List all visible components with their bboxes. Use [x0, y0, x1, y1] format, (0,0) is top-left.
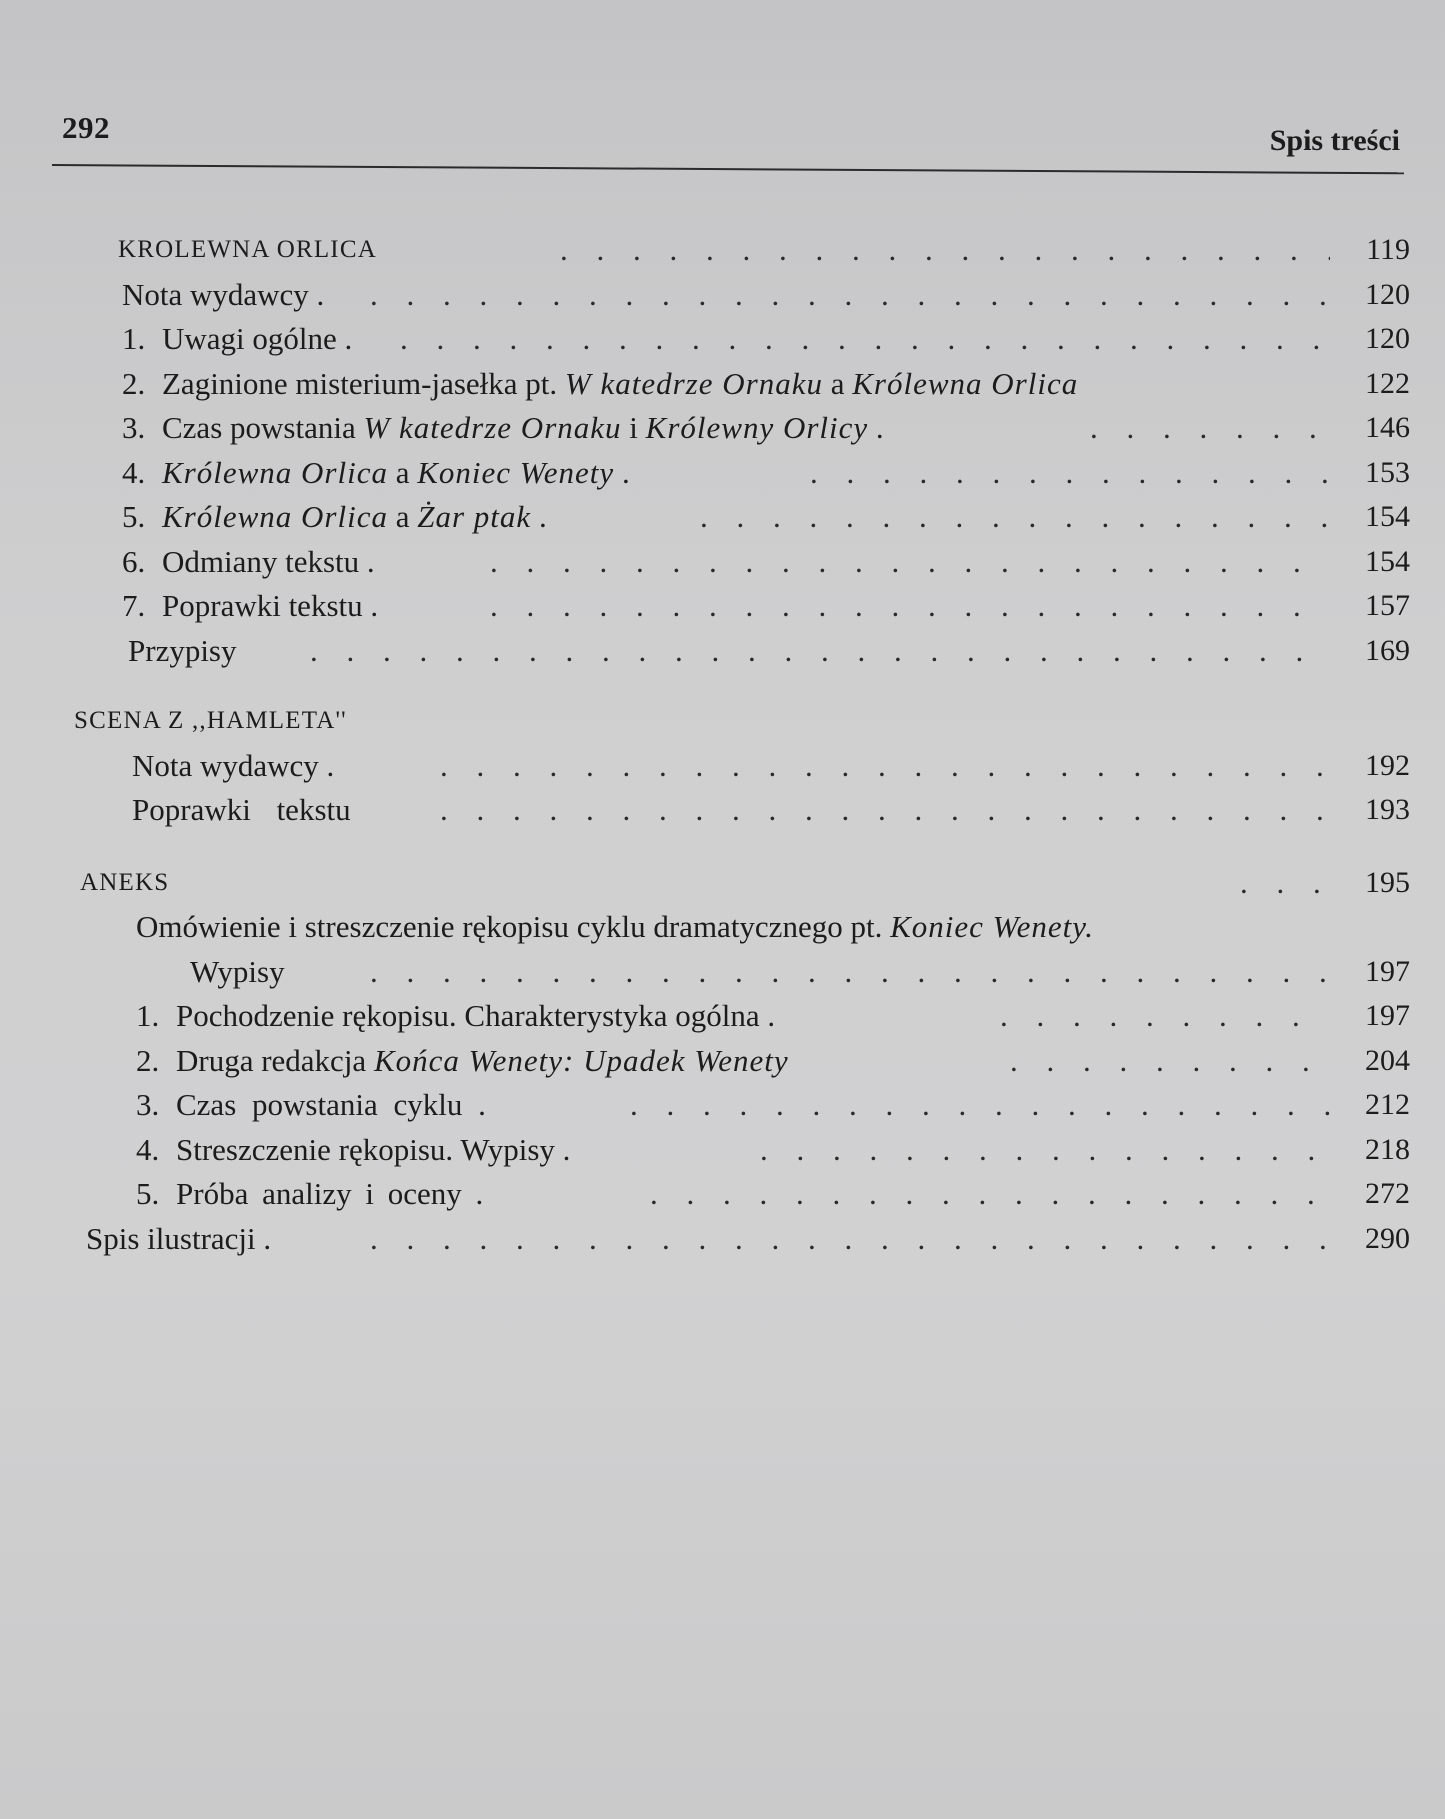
entry-number: 4.: [122, 454, 146, 490]
toc-entry[interactable]: [70, 1217, 1410, 1262]
entry-text: .: [614, 454, 630, 490]
entry-text: .: [531, 499, 547, 534]
entry-number: 3.: [122, 410, 146, 445]
entry-text: a: [387, 454, 418, 490]
leader-dots: [370, 1217, 1330, 1262]
entry-number: 4.: [136, 1131, 160, 1167]
running-title: Spis treści: [1269, 124, 1400, 157]
leader-dots: [1000, 994, 1330, 1039]
entry-text: Uwagi ogólne .: [162, 321, 353, 356]
entry-title-italic: Koniec Wenety: [417, 454, 615, 490]
entry-title-italic: W katedrze Ornaku: [564, 365, 823, 401]
page-ref: 197: [1365, 954, 1410, 988]
leader-dots: [650, 1172, 1330, 1217]
entry-text: Streszczenie rękopisu. Wypisy .: [176, 1131, 571, 1167]
leader-dots: [1240, 861, 1330, 906]
page-ref: 154: [1365, 500, 1410, 533]
page-ref: 157: [1365, 589, 1410, 622]
entry-text: Druga redakcja: [176, 1042, 374, 1078]
page-ref: 122: [1365, 366, 1410, 400]
entry-text: a: [387, 499, 418, 534]
entry-number: 6.: [122, 543, 146, 579]
entry-number: 7.: [122, 588, 146, 623]
toc-section-krolewna[interactable]: [70, 228, 1410, 273]
page-ref: 212: [1365, 1088, 1410, 1121]
page-ref: 218: [1365, 1132, 1410, 1166]
toc-entry-intro-cont[interactable]: [70, 950, 1410, 995]
entry-text: Czas powstania cyklu .: [176, 1087, 486, 1122]
entry-title-italic: Żar ptak: [417, 499, 532, 534]
entry-text: Nota wydawcy .: [132, 747, 335, 783]
entry-title-italic: W katedrze Ornaku: [363, 410, 622, 445]
entry-title-italic: Królewna Orlica: [162, 499, 388, 534]
toc-entry[interactable]: [70, 629, 1410, 674]
toc-entry[interactable]: [70, 451, 1410, 496]
entry-text: a: [822, 365, 853, 401]
section-title: ANEKS: [80, 868, 170, 896]
page-number: 292: [62, 110, 110, 145]
entry-text: Poprawki tekstu: [132, 792, 351, 827]
leader-dots: [760, 1128, 1330, 1173]
toc-section-hamlet[interactable]: [70, 699, 1410, 744]
entry-title-italic: Królewna Orlica: [852, 365, 1079, 401]
entry-title-italic: Królewna Orlica: [162, 454, 388, 490]
leader-dots: [1010, 1039, 1330, 1084]
page-ref: 169: [1365, 633, 1410, 667]
entry-number: 1.: [136, 998, 160, 1033]
entry-text: .: [868, 410, 884, 445]
leader-dots: [630, 1083, 1330, 1128]
leader-dots: [1090, 406, 1330, 451]
entry-text: Pochodzenie rękopisu. Charakterystyka ogólna .: [176, 998, 776, 1033]
leader-dots: [440, 788, 1330, 833]
table-of-contents: [70, 228, 1410, 1261]
leader-dots: [400, 317, 1330, 362]
entry-text: Przypisy: [128, 632, 237, 668]
page-ref: 146: [1365, 411, 1410, 444]
entry-text: i: [621, 410, 646, 445]
toc-entry[interactable]: [70, 362, 1410, 407]
entry-text: Omówienie i streszczenie rękopisu cyklu dramatycznego pt.: [136, 909, 891, 944]
page-ref: 193: [1365, 793, 1410, 826]
page-ref: 192: [1365, 748, 1410, 782]
entry-number: 2.: [136, 1042, 160, 1078]
entry-number: 3.: [136, 1087, 160, 1122]
entry-text: Czas powstania: [162, 410, 364, 445]
toc-entry[interactable]: [70, 1083, 1410, 1128]
leader-dots: [810, 451, 1330, 496]
leader-dots: [490, 540, 1330, 585]
toc-entry[interactable]: [70, 744, 1410, 789]
leader-dots: [560, 228, 1330, 273]
page-header: [52, 108, 1404, 168]
entry-text: Poprawki tekstu .: [162, 588, 379, 623]
page-ref: 120: [1365, 277, 1410, 311]
entry-number: 5.: [122, 499, 146, 534]
page-ref: 153: [1365, 455, 1410, 489]
page-ref: 195: [1365, 865, 1410, 899]
leader-dots: [440, 744, 1330, 789]
page-ref: 154: [1365, 544, 1410, 578]
leader-dots: [370, 950, 1330, 995]
page-ref: 272: [1365, 1177, 1410, 1210]
entry-number: 1.: [122, 321, 146, 356]
entry-text: Próba analizy i oceny .: [176, 1176, 484, 1211]
leader-dots: [370, 273, 1330, 318]
toc-entry[interactable]: [70, 495, 1410, 540]
section-title: KROLEWNA ORLICA: [118, 236, 377, 263]
page-ref: 119: [1366, 233, 1410, 266]
toc-entry[interactable]: [70, 584, 1410, 629]
leader-dots: [700, 495, 1330, 540]
header-rule: [52, 164, 1404, 174]
entry-text: Odmiany tekstu .: [162, 543, 375, 579]
toc-entry[interactable]: [70, 406, 1410, 451]
toc-entry[interactable]: [70, 540, 1410, 585]
toc-section-aneks[interactable]: [70, 861, 1410, 906]
toc-entry-intro[interactable]: [70, 905, 1410, 950]
section-title: SCENA Z ,,HAMLETA'': [74, 707, 347, 734]
page-ref: 290: [1365, 1221, 1410, 1255]
toc-entry[interactable]: [70, 1172, 1410, 1217]
entry-number: 2.: [122, 365, 146, 401]
toc-entry[interactable]: [70, 317, 1410, 362]
toc-entry[interactable]: [70, 1039, 1410, 1084]
entry-text: Spis ilustracji .: [86, 1220, 272, 1256]
page-ref: 120: [1365, 322, 1410, 355]
entry-title-italic: Końca Wenety: Upadek Wenety: [373, 1042, 789, 1078]
entry-number: 5.: [136, 1176, 160, 1211]
page-ref: 204: [1365, 1043, 1410, 1077]
page-ref: 197: [1365, 999, 1410, 1032]
leader-dots: [310, 629, 1330, 674]
toc-entry[interactable]: [70, 1128, 1410, 1173]
entry-text: Zaginione misterium-jasełka pt.: [162, 365, 565, 401]
entry-text: Nota wydawcy .: [122, 276, 325, 312]
entry-title-italic: Królewny Orlicy: [645, 410, 869, 445]
entry-text: Wypisy: [190, 953, 285, 989]
leader-dots: [490, 584, 1330, 629]
toc-entry[interactable]: [70, 994, 1410, 1039]
toc-entry[interactable]: [70, 788, 1410, 833]
toc-entry[interactable]: [70, 273, 1410, 318]
entry-title-italic: Koniec Wenety.: [890, 909, 1095, 944]
